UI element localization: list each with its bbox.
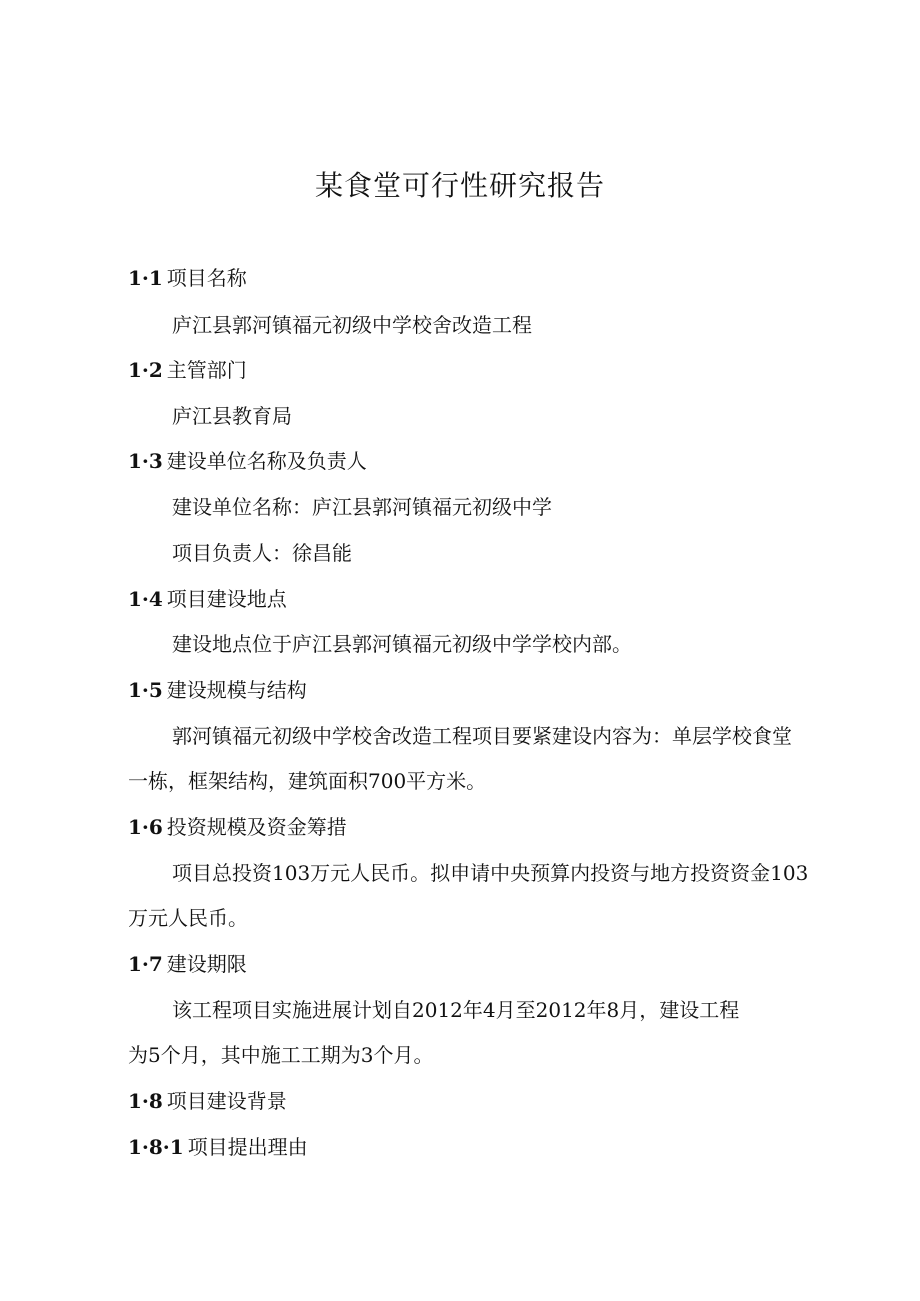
section-title: 项目名称 bbox=[166, 266, 247, 290]
section-number: 1·7 bbox=[128, 952, 163, 976]
paragraph-line: 为5个月，其中施工工期为3个月。 bbox=[128, 1043, 434, 1067]
section-title: 项目建设背景 bbox=[166, 1089, 287, 1113]
paragraph-line: 建设单位名称：庐江县郭河镇福元初级中学 bbox=[172, 495, 552, 519]
section-number: 1·5 bbox=[128, 678, 163, 702]
paragraph-line: 建设地点位于庐江县郭河镇福元初级中学学校内部。 bbox=[172, 632, 632, 656]
paragraph-line: 庐江县教育局 bbox=[172, 404, 292, 428]
section-title: 建设规模与结构 bbox=[166, 678, 307, 702]
section-heading bbox=[128, 263, 247, 293]
paragraph-line: 庐江县郭河镇福元初级中学校舍改造工程 bbox=[172, 313, 532, 337]
section-heading bbox=[128, 812, 347, 842]
section-heading bbox=[128, 1086, 287, 1116]
paragraph-line: 项目总投资103万元人民币。拟申请中央预算内投资与地方投资资金103 bbox=[172, 861, 809, 885]
document-title: 某食堂可行性研究报告 bbox=[314, 169, 605, 202]
section-number: 1·6 bbox=[128, 815, 163, 839]
section-heading bbox=[128, 446, 367, 476]
paragraph-line: 一栋，框架结构，建筑面积700平方米。 bbox=[128, 769, 487, 793]
section-title: 建设期限 bbox=[166, 952, 247, 976]
paragraph-line: 项目负责人：徐昌能 bbox=[172, 541, 352, 565]
paragraph-line: 万元人民币。 bbox=[128, 906, 248, 930]
section-title: 项目建设地点 bbox=[166, 587, 287, 611]
section-heading bbox=[128, 584, 287, 614]
paragraph-line: 郭河镇福元初级中学校舍改造工程项目要紧建设内容为：单层学校食堂 bbox=[172, 724, 792, 748]
section-title: 建设单位名称及负责人 bbox=[166, 449, 367, 473]
subsection-heading bbox=[128, 1132, 308, 1162]
section-heading bbox=[128, 949, 247, 979]
section-title: 项目提出理由 bbox=[187, 1135, 308, 1159]
section-number: 1·8 bbox=[128, 1089, 163, 1113]
section-heading bbox=[128, 675, 307, 705]
section-title: 投资规模及资金筹措 bbox=[166, 815, 347, 839]
paragraph-line: 该工程项目实施进展计划自2012年4月至2012年8月，建设工程 bbox=[172, 998, 740, 1022]
section-heading bbox=[128, 355, 247, 385]
section-title: 主管部门 bbox=[166, 358, 247, 382]
section-number: 1·1 bbox=[128, 266, 163, 290]
section-number: 1·8·1 bbox=[128, 1135, 184, 1159]
section-number: 1·2 bbox=[128, 358, 163, 382]
section-number: 1·3 bbox=[128, 449, 163, 473]
section-number: 1·4 bbox=[128, 587, 163, 611]
